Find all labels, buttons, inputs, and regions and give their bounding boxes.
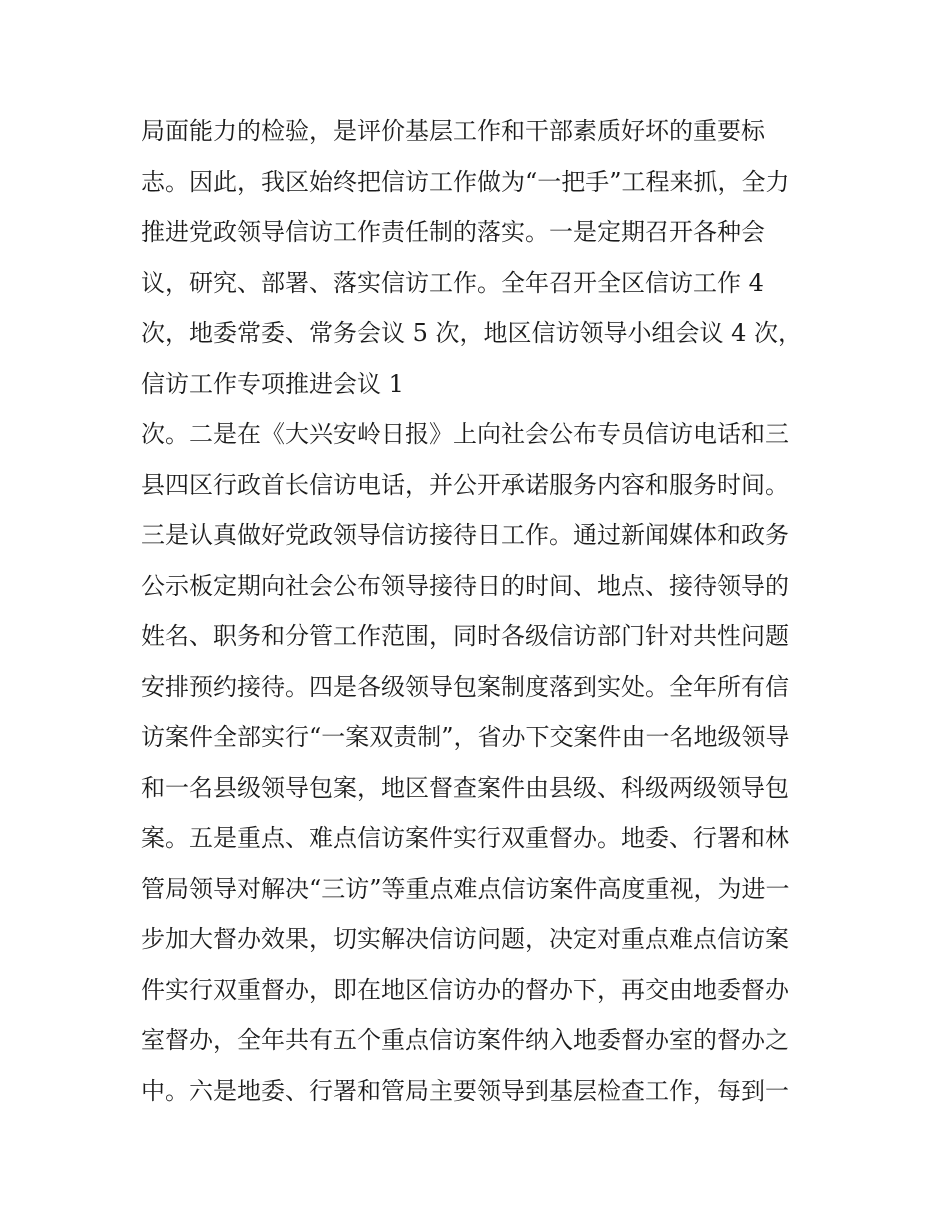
body-text — [141, 106, 821, 1116]
text-line: 公示板定期向社会公布领导接待日的时间、地点、接待领导的 — [141, 571, 789, 600]
text-line: 步加大督办效果，切实解决信访问题，决定对重点难点信访案 — [141, 925, 789, 953]
text-line: 次，地委常委、常务会议 5 次，地区信访领导小组会议 4 次， — [141, 319, 803, 347]
text-line: 局面能力的检验，是评价基层工作和干部素质好坏的重要标 — [141, 117, 765, 145]
text-line: 访案件全部实行“一案双责制”，省办下交案件由一名地级领导 — [141, 723, 790, 751]
text-line: 县四区行政首长信访电话，并公开承诺服务内容和服务时间。 — [141, 470, 789, 499]
text-line: 室督办，全年共有五个重点信访案件纳入地委督办室的督办之 — [141, 1026, 789, 1054]
text-line: 三是认真做好党政领导信访接待日工作。通过新闻媒体和政务 — [141, 521, 789, 549]
text-line: 志。因此，我区始终把信访工作做为“一把手”工程来抓，全力 — [141, 167, 790, 196]
text-line: 案。五是重点、难点信访案件实行双重督办。地委、行署和林 — [141, 824, 789, 852]
text-line: 信访工作专项推进会议 1 — [141, 369, 404, 398]
text-line: 姓名、职务和分管工作范围，同时各级信访部门针对共性问题 — [141, 622, 789, 650]
text-line: 次。二是在《大兴安岭日报》上向社会公布专员信访电话和三 — [141, 420, 789, 448]
text-line: 和一名县级领导包案，地区督查案件由县级、科级两级领导包 — [141, 773, 789, 802]
text-line: 管局领导对解决“三访”等重点难点信访案件高度重视，为进一 — [141, 874, 790, 903]
text-line: 件实行双重督办，即在地区信访办的督办下，再交由地委督办 — [141, 975, 789, 1004]
text-line: 推进党政领导信访工作责任制的落实。一是定期召开各种会 — [141, 218, 765, 246]
text-line: 议，研究、部署、落实信访工作。全年召开全区信访工作 4 — [141, 268, 764, 297]
text-line: 中。六是地委、行署和管局主要领导到基层检查工作，每到一 — [141, 1076, 789, 1105]
text-line: 安排预约接待。四是各级领导包案制度落到实处。全年所有信 — [141, 672, 789, 701]
